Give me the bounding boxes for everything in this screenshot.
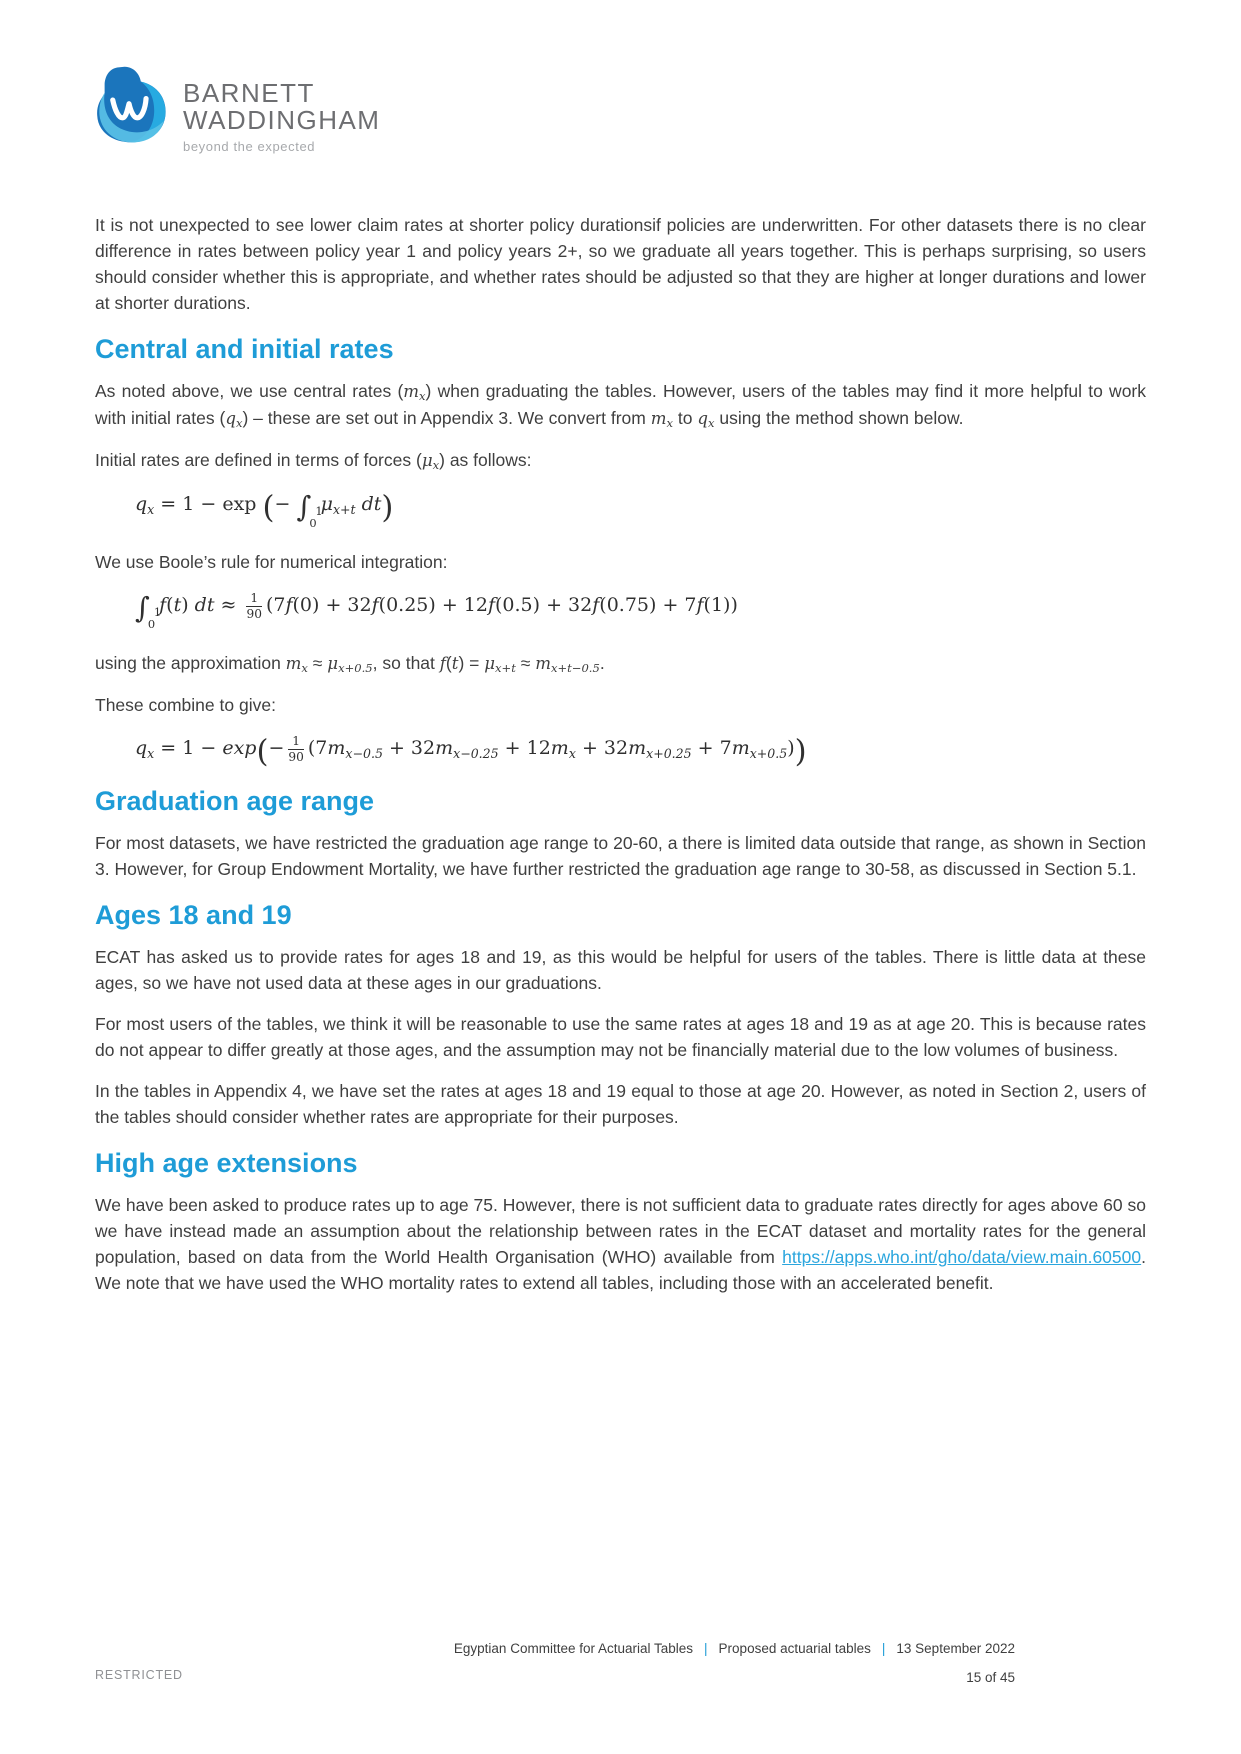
paragraph-central-rates: As noted above, we use central rates (mx) when graduating the tables. However, users of the tables may find it more helpful to work with initial rates (qx) – these are set out in Appendix 3. We convert from mx to qx using the method shown below. [95,381,1146,431]
section-heading-high-age-extensions: High age extensions [95,1148,358,1179]
section-heading-ages-18-and-19: Ages 18 and 19 [95,900,292,931]
paragraph-ages-2: For most users of the tables, we think it will be reasonable to use the same rates at ages 18 and 19 as at age 20. This is because rates do not appear to differ greatly at those ages, and the assumption may not be financially material due to the low volumes of business. [95,1014,1146,1061]
section-heading-central-and-initial-rates: Central and initial rates [95,334,394,364]
company-logo [95,66,380,154]
logo-tagline: beyond the expected [183,139,316,154]
page-footer [95,1640,1015,1685]
logo-text [183,66,380,154]
restricted-label: RESTRICTED [95,1668,183,1682]
paragraph-graduation-range: For most datasets, we have restricted the graduation age range to 20-60, a there is limited data outside that range, as shown in Section 3. However, for Group Endowment Mortality, we have further restricted the graduation age range to 30-58, as discussed in Section 5.1. [95,833,1146,880]
formula-qx-combined: qx = 1 − exp(− $\frac{1}{90}$ (7mx−0.5 + 32mx−0.25 + 12mx + 32mx+0.25 + 7mx+0.5)) [135,733,807,770]
paragraph-combine-intro: These combine to give: [95,695,276,716]
footer-doc-subtitle: Proposed actuarial tables [718,1641,871,1656]
footer-date: 13 September 2022 [896,1641,1015,1656]
paragraph-ages-3: In the tables in Appendix 4, we have set the rates at ages 18 and 19 equal to those at age 20. However, as noted in Section 2, users of the tables should consider whether rates are appropriate for their purposes. [95,1081,1146,1128]
paragraph-ages-1: ECAT has asked us to provide rates for ages 18 and 19, as this would be helpful for users of the tables. There is little data at these ages, so we have not used data at these ages in our graduations. [95,947,1146,994]
who-data-link[interactable]: https://apps.who.int/gho/data/view.main.60500 [782,1247,1142,1268]
section-heading-graduation-age-range: Graduation age range [95,786,375,817]
formula-qx-integral: qx = 1 − exp (− ∫ 1 0 μx+t dt) [135,489,394,531]
page-number: 15 of 45 [966,1670,1015,1685]
formula-booles-rule: ∫ 1 0 f(t) dt ≈ $\frac{1}{90}$ (7f(0) + 32f(0.25) + 12f(0.5) + 32f(0.75) + 7f(1)) [135,590,738,632]
barnett-waddingham-logo-icon [95,66,169,146]
paragraph-forces-intro: Initial rates are defined in terms of forces (μx) as follows: [95,450,532,473]
paragraph-intro: It is not unexpected to see lower claim rates at shorter policy durationsif policies are underwritten. For other datasets there is no clear difference in rates between policy year 1 and policy years 2+, so we graduate all years together. This is perhaps surprising, so users should consider whether this is appropriate, and whether rates should be adjusted so that they are higher at longer durations and lower at shorter durations. [95,215,1146,313]
logo-brand-line1: BARNETT [183,78,315,108]
paragraph-approximation: using the approximation mx ≈ μx+0.5, so that f(t) = μx+t ≈ mx+t−0.5. [95,653,605,676]
footer-separator: | [704,1641,708,1656]
paragraph-high-age: We have been asked to produce rates up to age 75. However, there is not sufficient data to graduate rates directly for ages above 60 so we have instead made an assumption about the relationship between rates in the ECAT dataset and mortality rates for the general population, based on data from the World Health Organisation (WHO) available from https://apps.who.int/gho/data/view.main.60500. We note that we have used the WHO mortality rates to extend all tables, including those with an accelerated benefit. [95,1195,1146,1294]
footer-separator: | [881,1641,886,1656]
footer-meta-line [95,1640,1015,1658]
logo-brand-line2: WADDINGHAM [183,105,381,135]
page-content [95,212,1146,1311]
paragraph-boole-intro: We use Boole’s rule for numerical integration: [95,552,448,573]
footer-doc-title: Egyptian Committee for Actuarial Tables [453,1641,694,1656]
